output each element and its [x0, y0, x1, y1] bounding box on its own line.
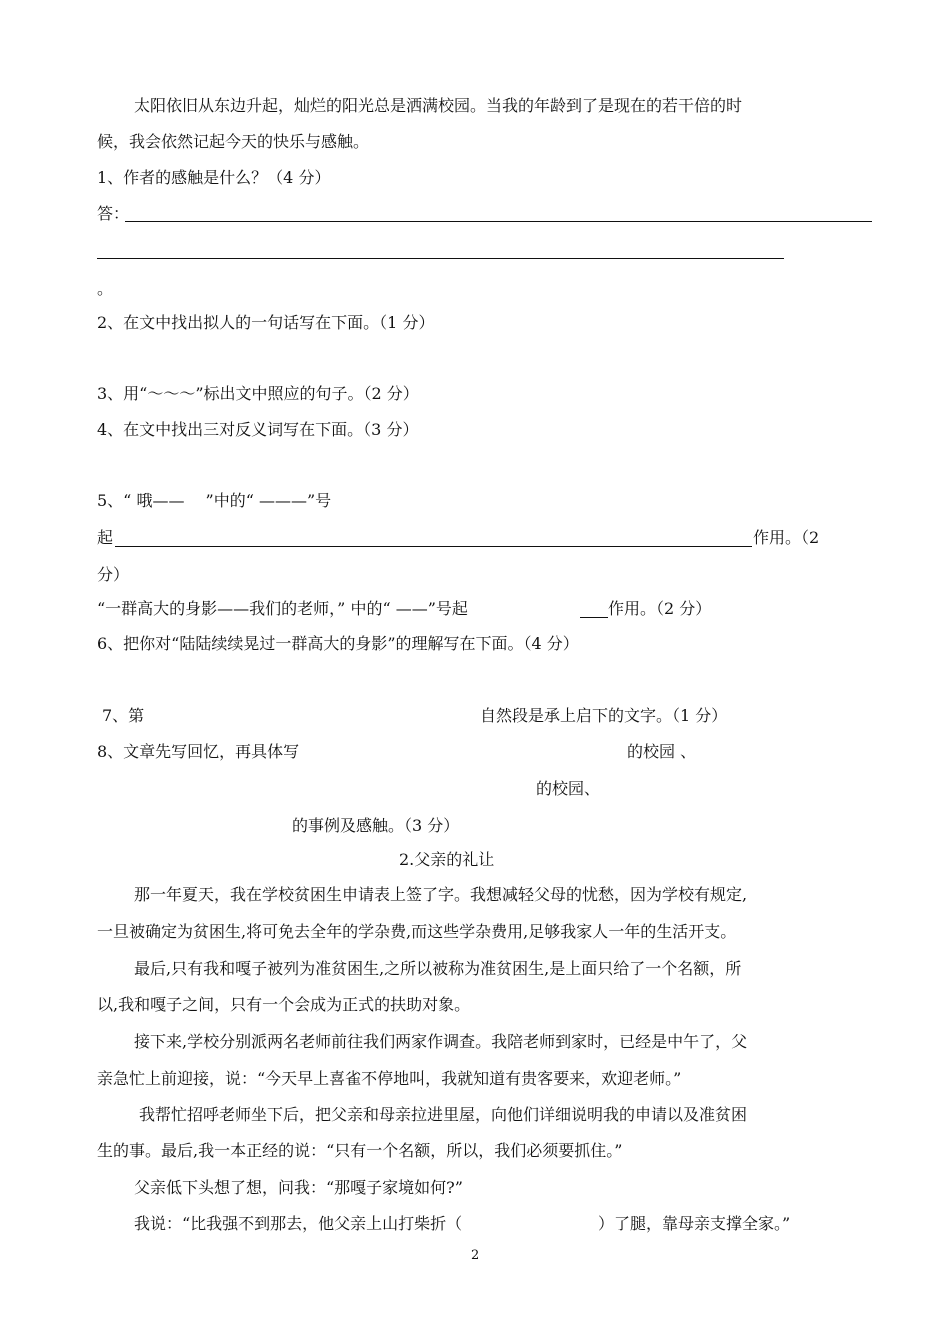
question-5b-blank[interactable] — [580, 617, 608, 618]
question-8-start: 8、文章先写回忆，再具体写 — [97, 742, 300, 761]
passage-p4-line-2: 生的事。最后,我一本正经的说：“只有一个名额，所以，我们必须要抓住。” — [97, 1141, 623, 1160]
question-1: 1、作者的感触是什么？（4 分） — [97, 168, 331, 187]
question-5-line-1: 5、“ 哦—— ”中的“ ———”号 — [97, 491, 332, 510]
passage-p5: 父亲低下头想了想，问我：“那嘎子家境如何?” — [134, 1178, 463, 1197]
answer-line-1[interactable] — [125, 221, 872, 222]
passage-p3-line-1: 接下来,学校分别派两名老师前往我们两家作调查。我陪老师到家时，已经是中午了，父 — [134, 1032, 748, 1051]
answer-end-mark: 。 — [97, 279, 114, 298]
passage-p2-line-2: 以,我和嘎子之间，只有一个会成为正式的扶助对象。 — [97, 995, 471, 1014]
question-5b-end: 作用。（2 分） — [608, 599, 712, 618]
question-5-line-3: 分） — [97, 565, 130, 584]
question-8-mid-2: 的校园、 — [536, 779, 601, 798]
question-5-line-2-start: 起 — [97, 528, 114, 547]
passage-p3-line-2: 亲急忙上前迎接，说：“今天早上喜雀不停地叫，我就知道有贵客要来，欢迎老师。” — [97, 1069, 682, 1088]
intro-line-1: 太阳依旧从东边升起，灿烂的阳光总是洒满校园。当我的年龄到了是现在的若干倍的时 — [134, 96, 743, 115]
question-8-mid-1: 的校园 、 — [627, 742, 697, 761]
question-8-end: 的事例及感触。（3 分） — [292, 816, 460, 835]
page-number: 2 — [471, 1248, 480, 1263]
question-6: 6、把你对“陆陆续续晃过一群高大的身影”的理解写在下面。（4 分） — [97, 634, 579, 653]
question-5b-start: “一群高大的身影——我们的老师，” 中的“ ——”号起 — [97, 599, 468, 618]
question-7-start: 7、第 — [102, 706, 145, 725]
question-5-blank[interactable] — [115, 546, 752, 547]
question-2: 2、在文中找出拟人的一句话写在下面。（1 分） — [97, 313, 435, 332]
passage-p1-line-1: 那一年夏天，我在学校贫困生申请表上签了字。我想减轻父母的忧愁，因为学校有规定, — [134, 885, 748, 904]
question-4: 4、在文中找出三对反义词写在下面。（3 分） — [97, 420, 419, 439]
passage-p1-line-2: 一旦被确定为贫困生,将可免去全年的学杂费,而这些学杂费用,足够我家人一年的生活开支。 — [97, 922, 737, 941]
question-7-end: 自然段是承上启下的文字。（1 分） — [480, 706, 728, 725]
question-5-line-2-end: 作用。（2 — [753, 528, 820, 547]
passage-title: 2.父亲的礼让 — [399, 850, 495, 869]
passage-p2-line-1: 最后,只有我和嘎子被列为准贫困生,之所以被称为准贫困生,是上面只给了一个名额，所 — [134, 959, 742, 978]
passage-p6-end: ）了腿，靠母亲支撑全家。” — [598, 1214, 791, 1233]
answer-line-2[interactable] — [97, 258, 784, 259]
intro-line-2: 候，我会依然记起今天的快乐与感触。 — [97, 132, 370, 151]
passage-p4-line-1: 我帮忙招呼老师坐下后，把父亲和母亲拉进里屋，向他们详细说明我的申请以及准贫困 — [139, 1105, 748, 1124]
answer-label: 答： — [97, 204, 130, 223]
question-3: 3、用“～～～”标出文中照应的句子。（2 分） — [97, 384, 419, 403]
passage-p6-start: 我说：“比我强不到那去，他父亲上山打柴折（ — [134, 1214, 463, 1233]
